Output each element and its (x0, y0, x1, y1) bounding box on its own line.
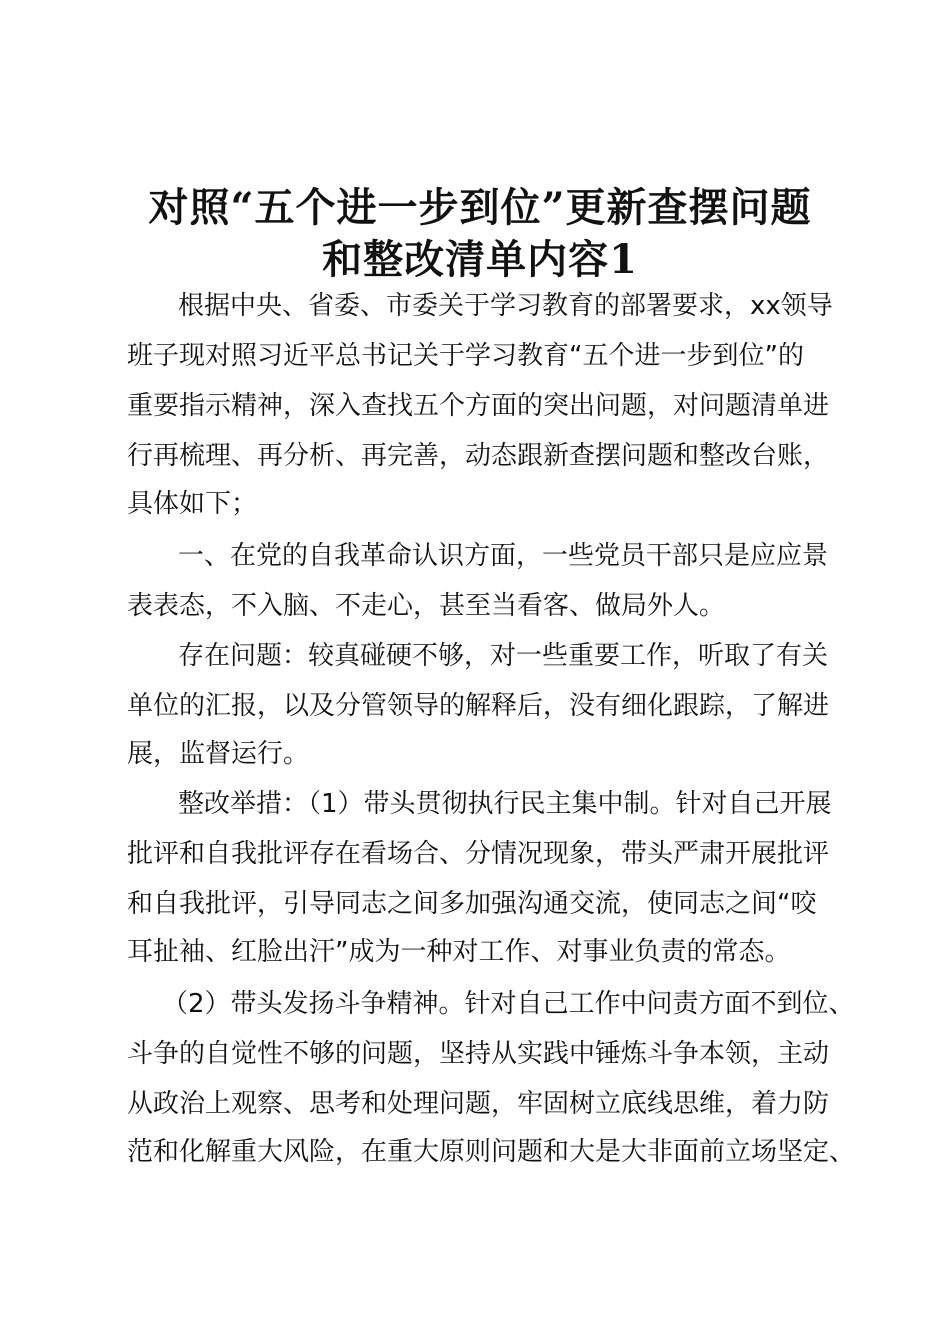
body-line-5: 具体如下； (127, 489, 258, 519)
problem-line-2: 单位的汇报，以及分管领导的解释后，没有细化跟踪，了解进 (127, 691, 830, 721)
measure-line-4: 耳扯袖、红脸出汗”成为一种对工作、对事业负责的常态。 (127, 937, 791, 967)
problem-line-1: 存在问题：较真碰硬不够，对一些重要工作，听取了有关 (178, 641, 829, 671)
body-line-2: 班子现对照习近平总书记关于学习教育“五个进一步到位”的 (127, 341, 804, 371)
document-title-line-1: 对照“五个进一步到位”更新查摆问题 (148, 184, 812, 231)
section-heading-line-1: 一、在党的自我革命认识方面，一些党员干部只是应应景 (178, 541, 829, 571)
body-line-4: 行再梳理、再分析、再完善，动态跟新查摆问题和整改台账， (127, 441, 830, 471)
measure-line-3: 和自我批评，引导同志之间多加强沟通交流，使同志之间“咬 (127, 889, 817, 919)
body-line-1: 根据中央、省委、市委关于学习教育的部署要求，xx领导 (178, 291, 833, 321)
body-line-3: 重要指示精神，深入查找五个方面的突出问题，对问题清单进 (127, 391, 830, 421)
measure-2-line-3: 从政治上观察、思考和处理问题，牢固树立底线思维，着力防 (127, 1089, 830, 1119)
problem-line-3: 展，监督运行。 (127, 739, 310, 769)
section-heading-line-2: 表表态，不入脑、不走心，甚至当看客、做局外人。 (127, 591, 726, 621)
measure-line-1: 整改举措：（1）带头贯彻执行民主集中制。针对自己开展 (178, 789, 832, 819)
document-title-line-2: 和整改清单内容1 (322, 236, 638, 283)
measure-line-2: 批评和自我批评存在看场合、分情况现象，带头严肃开展批评 (127, 839, 830, 869)
measure-2-line-2: 斗争的自觉性不够的问题，坚持从实践中锤炼斗争本领，主动 (127, 1039, 830, 1069)
measure-2-line-1: （2）带头发扬斗争精神。针对自己工作中问责方面不到位、 (162, 989, 855, 1019)
measure-2-line-4: 范和化解重大风险，在重大原则问题和大是大非面前立场坚定、 (127, 1137, 856, 1167)
